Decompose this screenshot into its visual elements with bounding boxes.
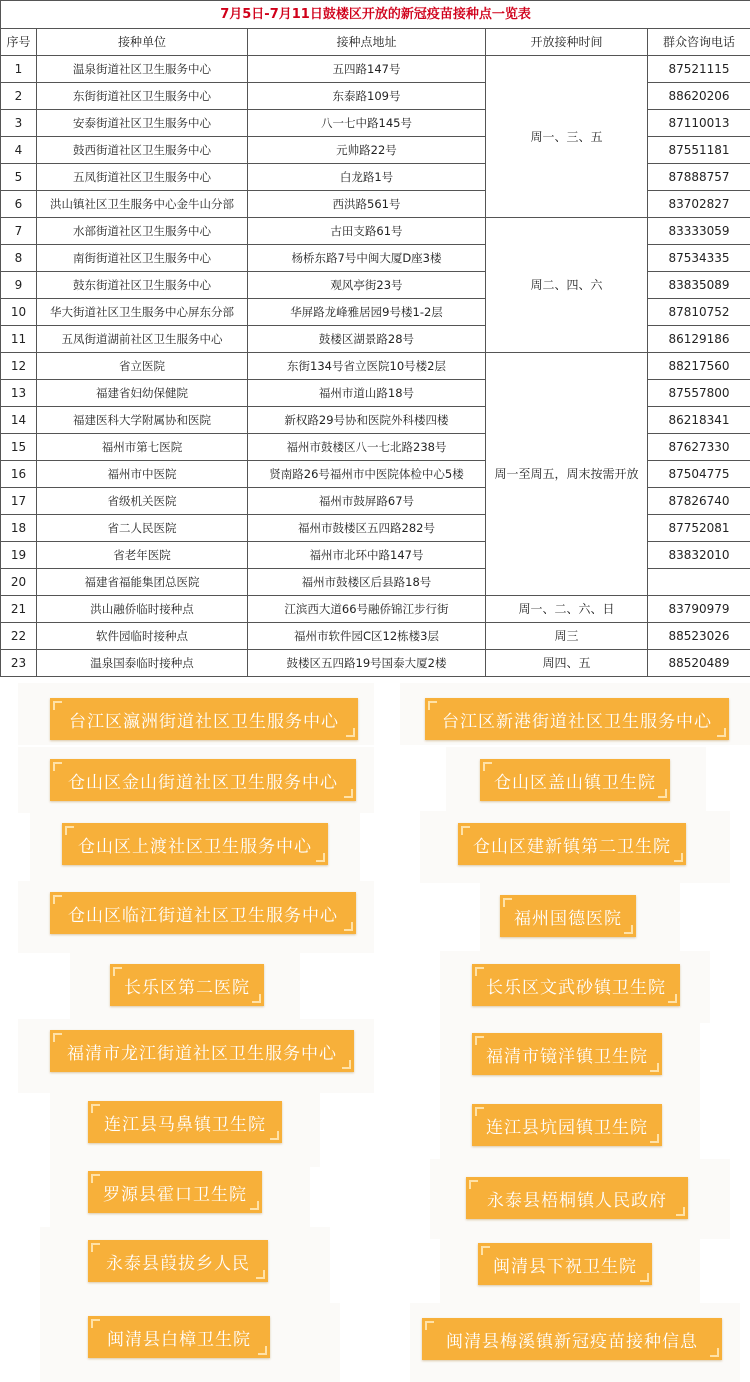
row-phone: 87534335 [648, 245, 750, 272]
row-number: 21 [1, 596, 37, 623]
row-unit: 华大街道社区卫生服务中心屏东分部 [37, 299, 248, 326]
table-body [1, 56, 750, 677]
row-phone: 88217560 [648, 353, 750, 380]
row-address: 元帅路22号 [248, 137, 486, 164]
row-unit: 洪山融侨临时接种点 [37, 596, 248, 623]
row-address: 新权路29号协和医院外科楼四楼 [248, 407, 486, 434]
row-address: 西洪路561号 [248, 191, 486, 218]
row-number: 16 [1, 461, 37, 488]
row-address: 东泰路109号 [248, 83, 486, 110]
site-tag-button[interactable]: 长乐区文武砂镇卫生院 [472, 964, 680, 1006]
row-address: 白龙路1号 [248, 164, 486, 191]
row-phone: 88523026 [648, 623, 750, 650]
row-unit: 水部街道社区卫生服务中心 [37, 218, 248, 245]
row-unit: 五凤街道社区卫生服务中心 [37, 164, 248, 191]
site-tag-button[interactable]: 永泰县梧桐镇人民政府 [466, 1177, 688, 1219]
row-number: 18 [1, 515, 37, 542]
table-row [1, 623, 750, 650]
row-phone: 87110013 [648, 110, 750, 137]
row-address: 鼓楼区五四路19号国泰大厦2楼 [248, 650, 486, 677]
row-phone: 83832010 [648, 542, 750, 569]
row-unit: 东街街道社区卫生服务中心 [37, 83, 248, 110]
vaccination-sites-table [0, 0, 750, 677]
row-unit: 省级机关医院 [37, 488, 248, 515]
row-address: 福州市北环中路147号 [248, 542, 486, 569]
row-phone: 87521115 [648, 56, 750, 83]
row-open-time: 周四、五 [486, 650, 648, 677]
site-tag-button[interactable]: 仓山区临江街道社区卫生服务中心 [50, 892, 356, 934]
row-phone: 88520489 [648, 650, 750, 677]
row-open-time: 周三 [486, 623, 648, 650]
row-number: 22 [1, 623, 37, 650]
row-unit: 省老年医院 [37, 542, 248, 569]
row-address: 江滨西大道66号融侨锦江步行街 [248, 596, 486, 623]
row-number: 10 [1, 299, 37, 326]
row-unit: 鼓东街道社区卫生服务中心 [37, 272, 248, 299]
row-phone: 87551181 [648, 137, 750, 164]
row-number: 19 [1, 542, 37, 569]
row-address: 福州市鼓屏路67号 [248, 488, 486, 515]
row-phone: 88620206 [648, 83, 750, 110]
site-tag-button[interactable]: 仓山区建新镇第二卫生院 [458, 823, 686, 865]
header-address: 接种点地址 [248, 29, 486, 56]
row-unit: 五凤街道湖前社区卫生服务中心 [37, 326, 248, 353]
row-number: 9 [1, 272, 37, 299]
row-number: 1 [1, 56, 37, 83]
row-address: 福州市道山路18号 [248, 380, 486, 407]
row-number: 5 [1, 164, 37, 191]
row-address: 福州市软件园C区12栋楼3层 [248, 623, 486, 650]
row-phone: 87810752 [648, 299, 750, 326]
row-number: 15 [1, 434, 37, 461]
site-tag-button[interactable]: 福州国德医院 [500, 895, 636, 937]
row-phone: 83790979 [648, 596, 750, 623]
site-tag-button[interactable]: 闽清县下祝卫生院 [478, 1243, 652, 1285]
row-phone: 86218341 [648, 407, 750, 434]
site-tag-button[interactable]: 福清市龙江街道社区卫生服务中心 [50, 1030, 354, 1072]
row-phone: 83702827 [648, 191, 750, 218]
site-tag-button[interactable]: 闽清县梅溪镇新冠疫苗接种信息 [422, 1318, 722, 1360]
row-phone: 87888757 [648, 164, 750, 191]
row-address: 福州市鼓楼区后县路18号 [248, 569, 486, 596]
row-number: 11 [1, 326, 37, 353]
site-tag-button[interactable]: 台江区新港街道社区卫生服务中心 [425, 698, 729, 740]
row-unit: 温泉街道社区卫生服务中心 [37, 56, 248, 83]
row-phone: 87504775 [648, 461, 750, 488]
row-unit: 福建医科大学附属协和医院 [37, 407, 248, 434]
row-number: 17 [1, 488, 37, 515]
row-number: 8 [1, 245, 37, 272]
row-address: 贤南路26号福州市中医院体检中心5楼 [248, 461, 486, 488]
row-number: 23 [1, 650, 37, 677]
table-row [1, 218, 750, 245]
row-number: 20 [1, 569, 37, 596]
header-no: 序号 [1, 29, 37, 56]
table-row [1, 596, 750, 623]
row-number: 14 [1, 407, 37, 434]
row-unit: 洪山镇社区卫生服务中心金牛山分部 [37, 191, 248, 218]
table-row [1, 650, 750, 677]
vaccination-sites-tag-area [0, 683, 750, 1382]
row-unit: 鼓西街道社区卫生服务中心 [37, 137, 248, 164]
header-unit: 接种单位 [37, 29, 248, 56]
row-address: 福州市鼓楼区五四路282号 [248, 515, 486, 542]
row-phone [648, 569, 750, 596]
row-number: 13 [1, 380, 37, 407]
row-address: 古田支路61号 [248, 218, 486, 245]
site-tag-button[interactable]: 福清市镜洋镇卫生院 [472, 1033, 662, 1075]
row-number: 3 [1, 110, 37, 137]
row-unit: 省二人民医院 [37, 515, 248, 542]
row-phone: 87752081 [648, 515, 750, 542]
row-unit: 省立医院 [37, 353, 248, 380]
row-open-time: 周二、四、六 [486, 218, 648, 353]
site-tag-button[interactable]: 连江县马鼻镇卫生院 [88, 1101, 282, 1143]
row-number: 7 [1, 218, 37, 245]
row-unit: 安泰街道社区卫生服务中心 [37, 110, 248, 137]
row-phone: 87557800 [648, 380, 750, 407]
row-number: 6 [1, 191, 37, 218]
site-tag-button[interactable]: 仓山区盖山镇卫生院 [480, 759, 670, 801]
row-address: 鼓楼区湖景路28号 [248, 326, 486, 353]
row-address: 观风亭街23号 [248, 272, 486, 299]
row-number: 12 [1, 353, 37, 380]
row-phone: 86129186 [648, 326, 750, 353]
site-tag-button[interactable]: 连江县坑园镇卫生院 [472, 1104, 662, 1146]
row-unit: 南街街道社区卫生服务中心 [37, 245, 248, 272]
table-title: 7月5日-7月11日鼓楼区开放的新冠疫苗接种点一览表 [1, 1, 750, 29]
site-tag-button[interactable]: 台江区瀛洲街道社区卫生服务中心 [50, 698, 358, 740]
header-phone: 群众咨询电话 [648, 29, 750, 56]
row-number: 2 [1, 83, 37, 110]
row-address: 五四路147号 [248, 56, 486, 83]
row-address: 华屏路龙峰雅居园9号楼1-2层 [248, 299, 486, 326]
row-open-time: 周一、三、五 [486, 56, 648, 218]
row-unit: 福建省福能集团总医院 [37, 569, 248, 596]
site-tag-button[interactable]: 长乐区第二医院 [110, 964, 264, 1006]
row-address: 福州市鼓楼区八一七北路238号 [248, 434, 486, 461]
site-tag-button[interactable]: 永泰县葭拔乡人民 [88, 1240, 268, 1282]
row-open-time: 周一、二、六、日 [486, 596, 648, 623]
row-number: 4 [1, 137, 37, 164]
row-phone: 87826740 [648, 488, 750, 515]
table-row [1, 353, 750, 380]
row-unit: 福建省妇幼保健院 [37, 380, 248, 407]
row-unit: 温泉国泰临时接种点 [37, 650, 248, 677]
row-open-time: 周一至周五，周末按需开放 [486, 353, 648, 596]
row-address: 东街134号省立医院10号楼2层 [248, 353, 486, 380]
row-phone: 83333059 [648, 218, 750, 245]
row-address: 八一七中路145号 [248, 110, 486, 137]
row-phone: 83835089 [648, 272, 750, 299]
table-header-row [1, 29, 750, 56]
row-unit: 软件园临时接种点 [37, 623, 248, 650]
site-tag-button[interactable]: 仓山区金山街道社区卫生服务中心 [50, 759, 356, 801]
row-phone: 87627330 [648, 434, 750, 461]
row-unit: 福州市第七医院 [37, 434, 248, 461]
site-tag-button[interactable]: 罗源县霍口卫生院 [88, 1171, 262, 1213]
site-tag-button[interactable]: 仓山区上渡社区卫生服务中心 [62, 823, 328, 865]
row-address: 杨桥东路7号中闽大厦D座3楼 [248, 245, 486, 272]
table-row [1, 56, 750, 83]
header-time: 开放接种时间 [486, 29, 648, 56]
site-tag-button[interactable]: 闽清县白樟卫生院 [88, 1316, 270, 1358]
row-unit: 福州市中医院 [37, 461, 248, 488]
